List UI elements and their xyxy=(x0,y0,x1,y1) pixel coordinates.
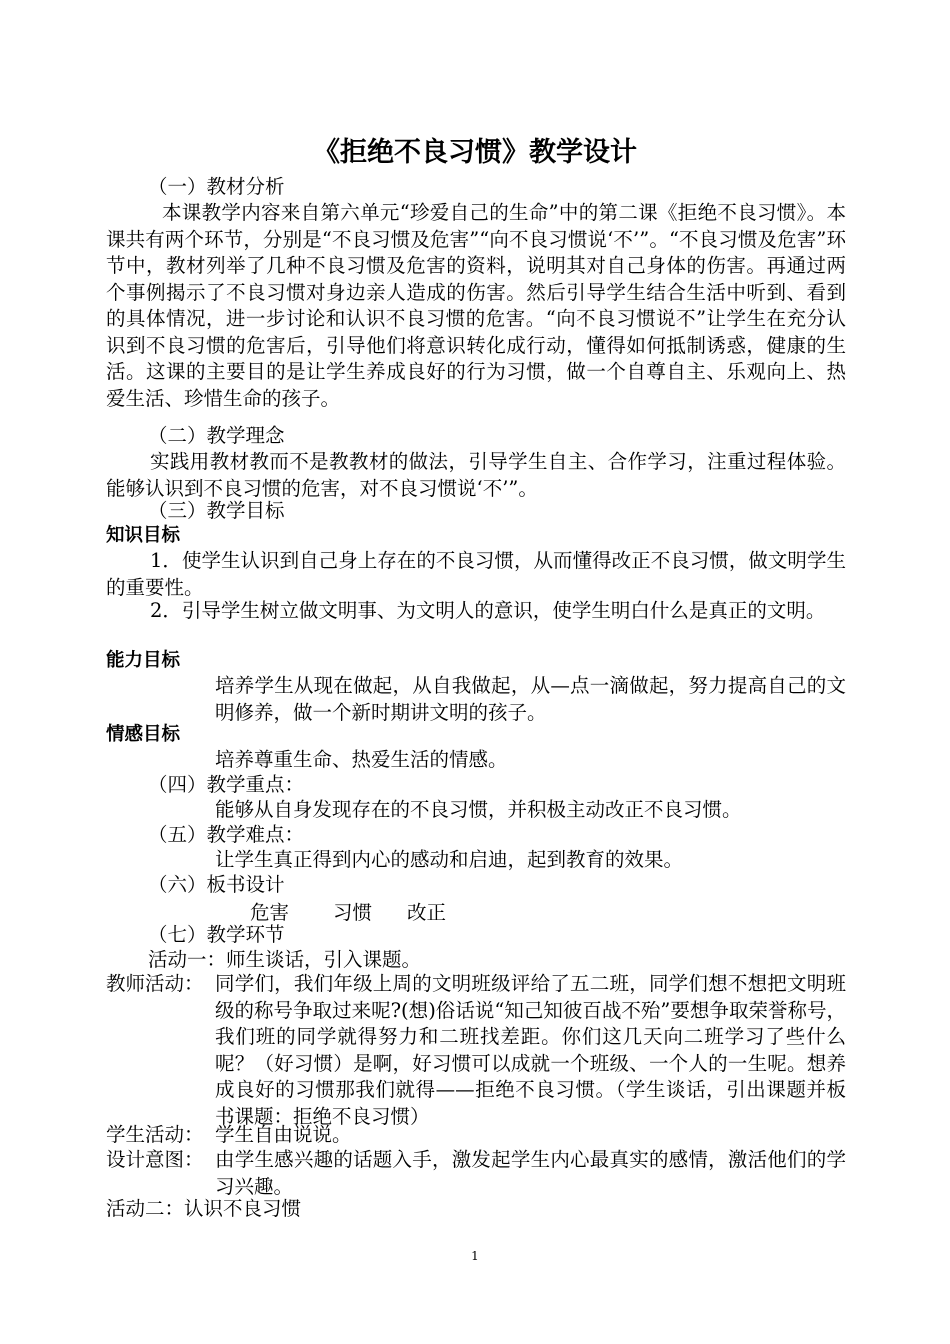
design-intent xyxy=(106,1147,846,1200)
emotion-goal-label: 情感目标 xyxy=(106,724,181,745)
knowledge-goal-1: 1．使学生认识到自己身上存在的不良习惯，从而懂得改正不良习惯，做文明学生的重要性。 xyxy=(106,549,846,599)
activity-1-title: 活动一：师生谈话，引入课题。 xyxy=(148,948,422,971)
document-title: 《拒绝不良习惯》教学设计 xyxy=(313,137,637,168)
page-number: 1 xyxy=(471,1249,479,1263)
ability-goal-text: 培养学生从现在做起，从自我做起，从—点一滴做起，努力提高自己的文明修养，做一个新时期讲文明的孩子。 xyxy=(215,674,846,724)
section-5-heading: （五）教学难点： xyxy=(148,823,305,846)
teacher-activity xyxy=(106,971,846,1130)
section-7-heading: （七）教学环节 xyxy=(148,923,285,946)
teacher-activity-text: 同学们，我们年级上周的文明班级评给了五二班，同学们想不想把文明班级的称号争取过来呢?(想)俗话说“知己知彼百战不殆”要想争取荣誉称号，我们班的同学就得努力和二班找差距。你们这几天向二班学习了些什么呢？（好习惯）是啊，好习惯可以成就一个班级、一个人的一生呢。想养成良好的习惯那我们就得——拒绝不良习惯。（学生谈话，引出课题并板书课题：拒绝不良习惯） xyxy=(215,972,846,1128)
section-3-heading: （三）教学目标 xyxy=(148,499,285,522)
ability-goal-label: 能力目标 xyxy=(106,650,181,671)
section-6-heading: （六）板书设计 xyxy=(148,873,285,896)
knowledge-goal-label: 知识目标 xyxy=(106,525,181,546)
design-intent-text: 由学生感兴趣的话题入手，激发起学生内心最真实的感情，激活他们的学习兴趣。 xyxy=(215,1148,846,1198)
section-2-heading: （二）教学理念 xyxy=(148,424,285,447)
teacher-activity-label: 教师活动： xyxy=(106,972,204,995)
section-1-heading: （一）教材分析 xyxy=(148,175,285,198)
section-5-body: 让学生真正得到内心的感动和启迪，起到教育的效果。 xyxy=(215,848,684,871)
student-activity xyxy=(106,1122,846,1149)
design-intent-label: 设计意图： xyxy=(106,1148,204,1171)
section-4-body: 能够从自身发现存在的不良习惯，并积极主动改正不良习惯。 xyxy=(215,798,742,821)
section-2-body: 实践用教材教而不是教教材的做法，引导学生自主、合作学习，注重过程体验。能够认识到不良习惯的危害，对不良习惯说‘不’”。 xyxy=(106,450,846,500)
knowledge-goal-2: 2．引导学生树立做文明事、为文明人的意识，使学生明白什么是真正的文明。 xyxy=(150,599,826,622)
student-activity-label: 学生活动： xyxy=(106,1123,204,1146)
board-item-2: 习惯 xyxy=(333,901,373,924)
board-item-1: 危害 xyxy=(250,901,290,924)
section-1-body: 本课教学内容来自第六单元“珍爱自己的生命”中的第二课《拒绝不良习惯》。本课共有两个环节，分别是“不良习惯及危害”“向不良习惯说‘不’”。“不良习惯及危害”环节中，教材列举了几种不良习惯及危害的资料，说明其对自己身体的伤害。再通过两个事例揭示了不良习惯对身边亲人造成的伤害。然后引导学生结合生活中听到、看到的具体情况，进一步讨论和认识不良习惯的危害。“向不良习惯说不”让学生在充分认识到不良习惯的危害后，引导他们将意识转化成行动，懂得如何抵制诱惑，健康的生活。这课的主要目的是让学生养成良好的行为习惯，做一个自尊自主、乐观向上、热爱生活、珍惜生命的孩子。 xyxy=(106,201,846,410)
board-item-3: 改正 xyxy=(407,901,447,924)
activity-2-title: 活动二：认识不良习惯 xyxy=(106,1197,302,1220)
section-4-heading: （四）教学重点： xyxy=(148,773,305,796)
student-activity-text: 学生自由说说。 xyxy=(215,1123,352,1146)
emotion-goal-text: 培养尊重生命、热爱生活的情感。 xyxy=(215,748,508,771)
